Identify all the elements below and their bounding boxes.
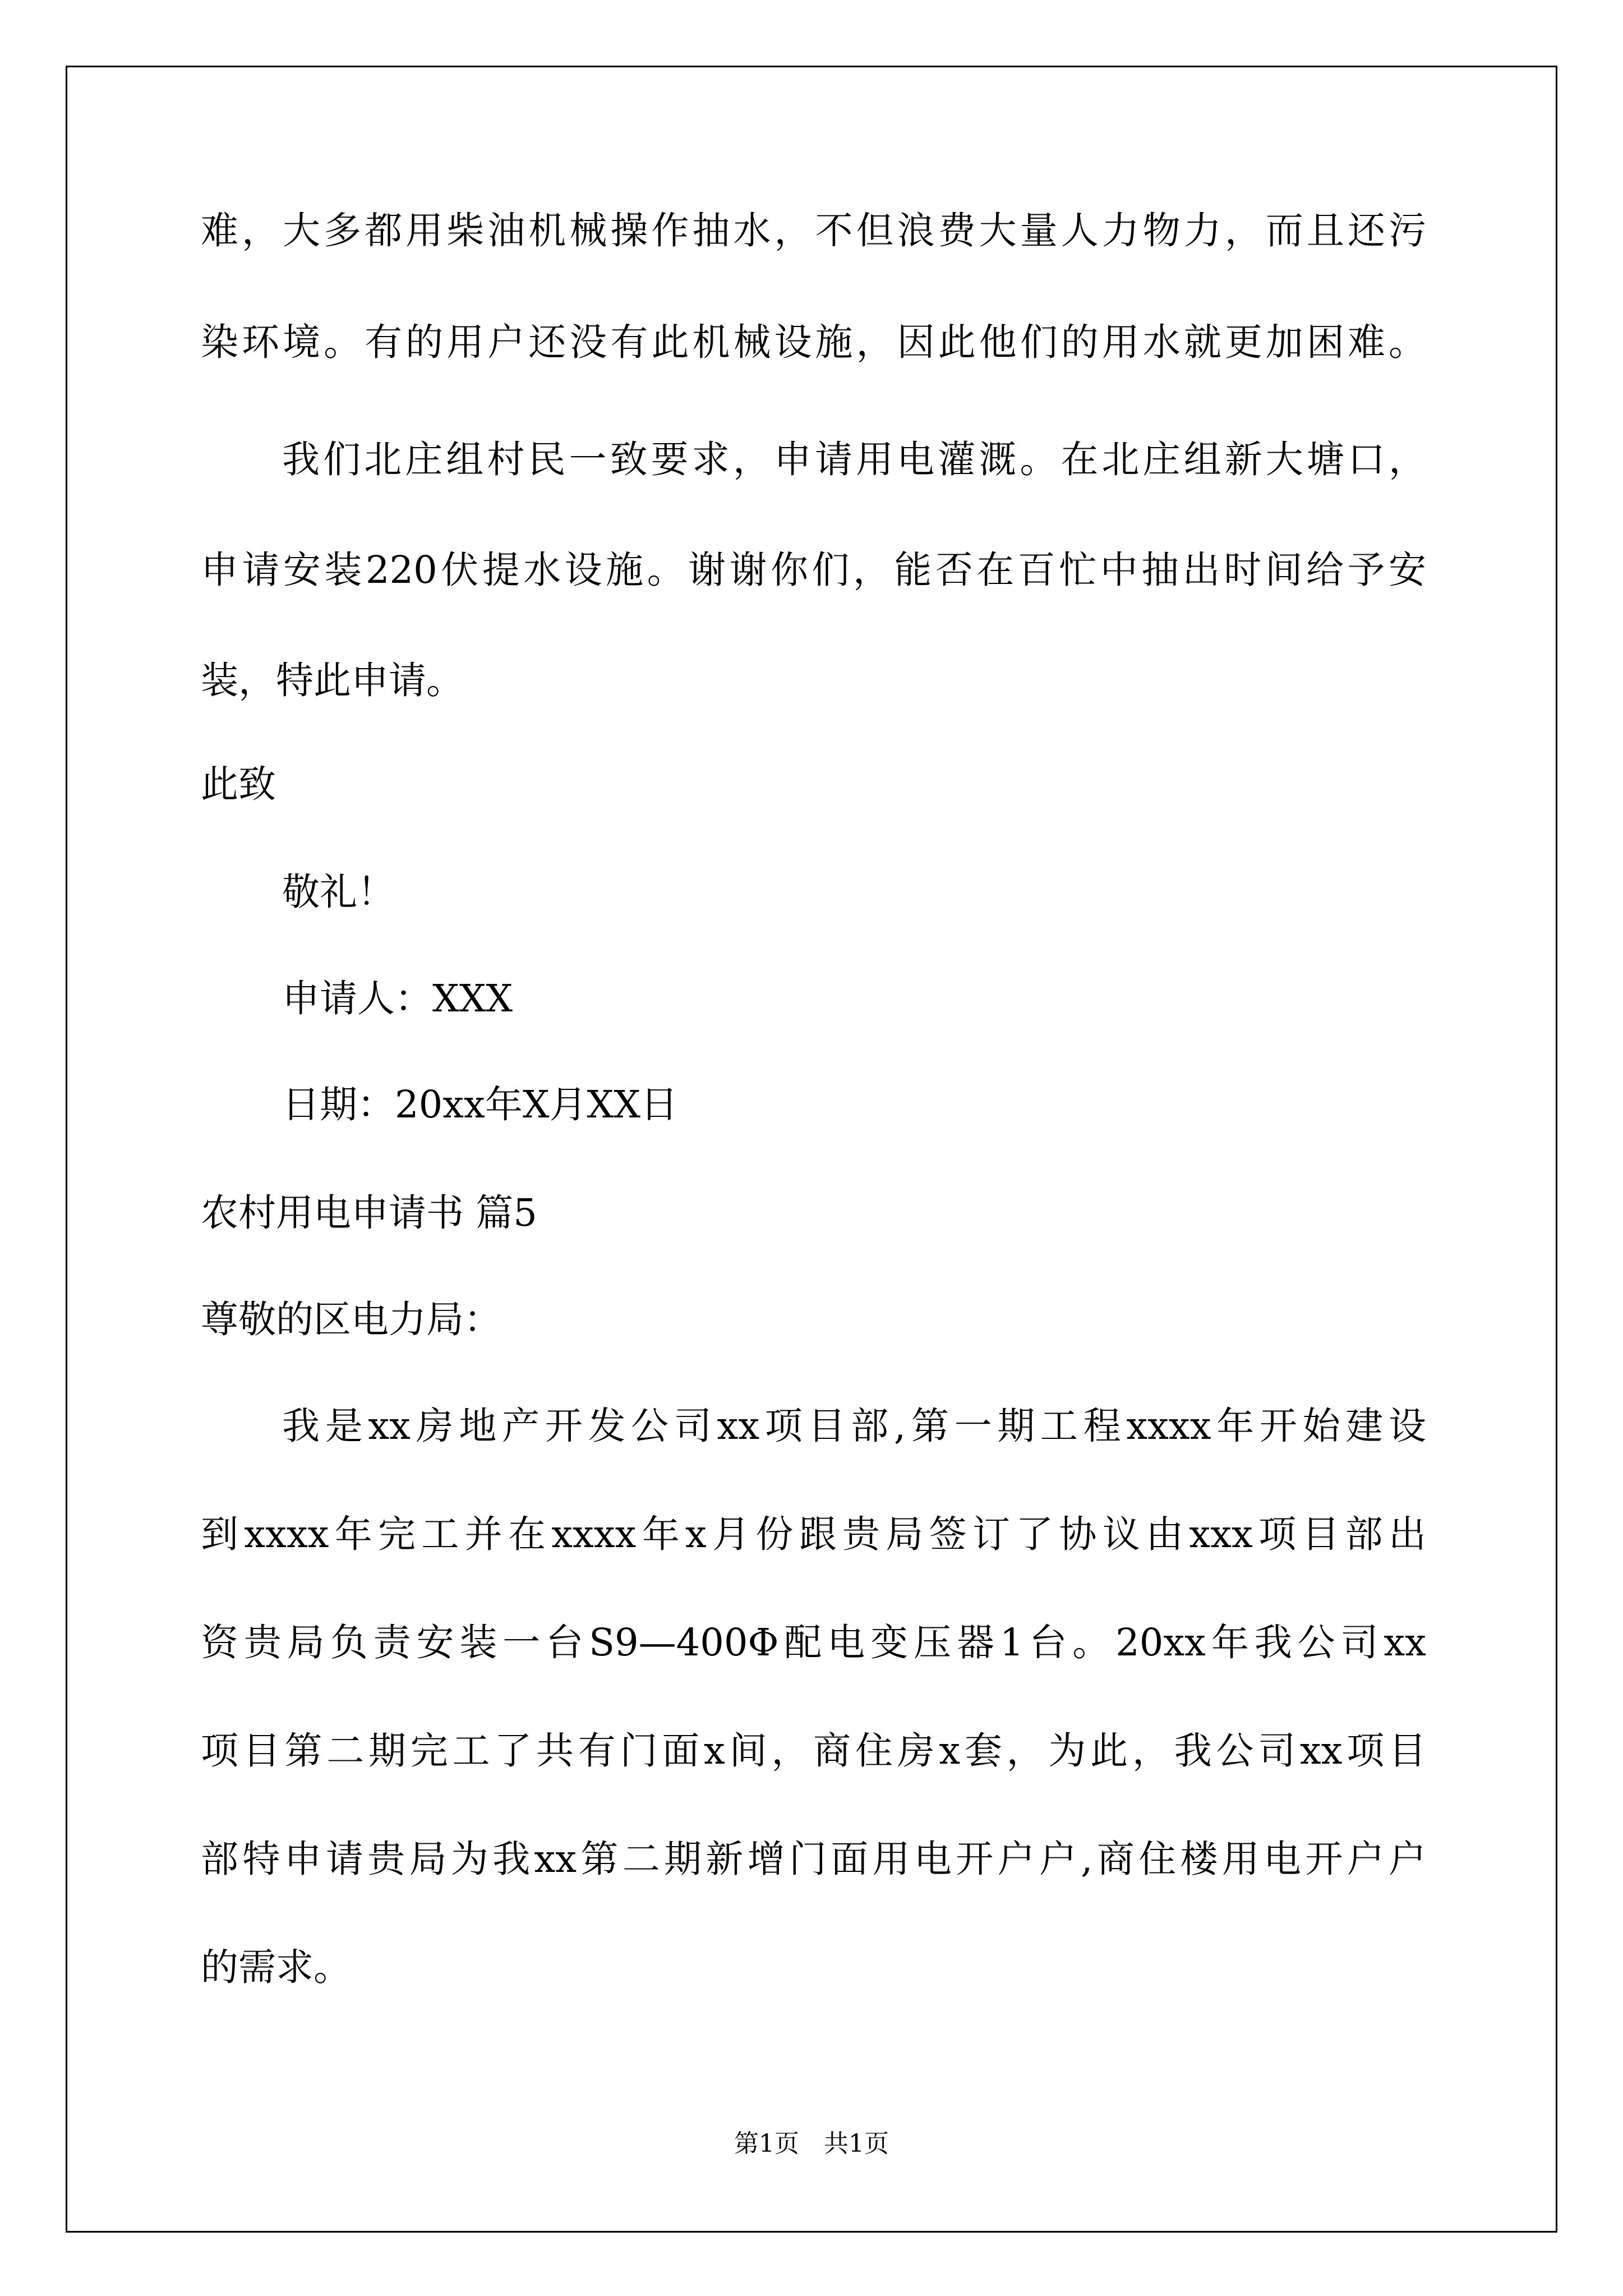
closing-respect: 敬礼！ (282, 870, 395, 914)
paragraph-3-line-1: 我是xx房地产开发公司xx项目部,第一期工程xxxx年开始建设 (282, 1404, 1426, 1448)
page-border (66, 66, 1557, 2233)
closing-salutation: 此致 (201, 762, 276, 806)
paragraph-1-line-2: 染环境。有的用户还没有此机械设施，因此他们的用水就更加困难。 (201, 320, 1426, 364)
page-footer: 第1页 共1页 (734, 2129, 889, 2158)
addressee: 尊敬的区电力局： (201, 1297, 501, 1341)
paragraph-2-line-1: 我们北庄组村民一致要求，申请用电灌溉。在北庄组新大塘口， (282, 438, 1426, 481)
section-title: 农村用电申请书 篇5 (201, 1191, 537, 1235)
paragraph-3-line-4: 项目第二期完工了共有门面x间，商住房x套，为此，我公司xx项目 (201, 1729, 1426, 1773)
closing-applicant: 申请人：XXX (282, 977, 513, 1020)
paragraph-3-line-5: 部特申请贵局为我xx第二期新增门面用电开户户,商住楼用电开户户 (201, 1837, 1426, 1881)
paragraph-2-line-2: 申请安装220伏提水设施。谢谢你们，能否在百忙中抽出时间给予安 (201, 548, 1426, 592)
paragraph-3-line-3: 资贵局负责安装一台S9—400Φ配电变压器1台。20xx年我公司xx (201, 1621, 1426, 1664)
paragraph-3-line-2: 到xxxx年完工并在xxxx年x月份跟贵局签订了协议由xxx项目部出 (201, 1512, 1426, 1556)
paragraph-2-line-3: 装，特此申请。 (201, 659, 464, 702)
closing-date: 日期：20xx年X月XX日 (282, 1083, 678, 1126)
paragraph-1-line-1: 难，大多都用柴油机械操作抽水，不但浪费大量人力物力，而且还污 (201, 209, 1426, 252)
paragraph-3-line-6: 的需求。 (201, 1945, 351, 1989)
